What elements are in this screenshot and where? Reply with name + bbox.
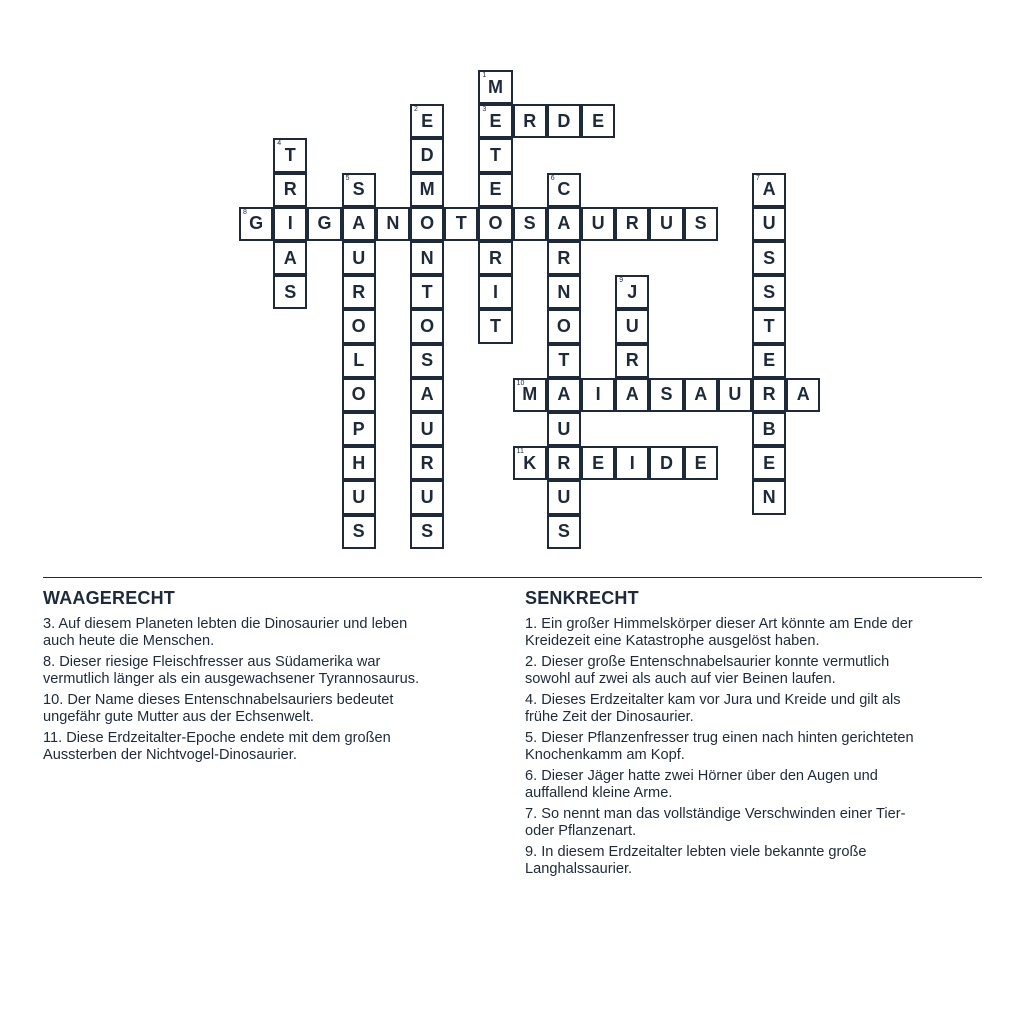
grid-cell-r9-c5[interactable]	[410, 378, 444, 412]
cell-letter: T	[489, 144, 501, 165]
grid-cell-r9-c13[interactable]	[684, 378, 718, 412]
cell-letter: U	[557, 418, 571, 439]
grid-cell-r9-c10[interactable]	[581, 378, 615, 412]
clue-number: 4	[277, 140, 282, 148]
cell-letter: A	[352, 213, 366, 234]
cell-letter: M	[487, 76, 503, 97]
cell-letter: E	[763, 452, 776, 473]
grid-cell-r4-c5[interactable]	[410, 207, 444, 241]
cell-letter: U	[352, 247, 366, 268]
across-heading: WAAGERECHT	[43, 588, 175, 608]
grid-cell-r12-c5[interactable]	[410, 480, 444, 514]
cell-letter: U	[659, 213, 673, 234]
grid-cell-r6-c3[interactable]	[342, 275, 376, 309]
cell-letter: U	[762, 213, 776, 234]
grid-cell-r8-c15[interactable]	[752, 344, 786, 378]
cell-letter: O	[351, 315, 366, 336]
grid-cell-r4-c2[interactable]	[307, 207, 341, 241]
cell-letter: K	[523, 452, 537, 473]
grid-cell-r3-c1[interactable]	[273, 173, 307, 207]
grid-cell-r3-c9[interactable]	[547, 173, 581, 207]
cell-letter: C	[557, 179, 571, 200]
cell-letter: S	[694, 213, 707, 234]
cell-letter: S	[660, 384, 673, 405]
grid-cell-r3-c5[interactable]	[410, 173, 444, 207]
cell-letter: S	[421, 350, 434, 371]
cell-letter: S	[557, 521, 570, 542]
cell-letter: R	[557, 247, 571, 268]
cell-letter: R	[557, 452, 571, 473]
cell-letter: S	[763, 247, 776, 268]
grid-cell-r7-c7[interactable]	[478, 309, 512, 343]
cell-letter: O	[420, 213, 435, 234]
clue-number: 11	[516, 448, 524, 456]
grid-cell-r6-c7[interactable]	[478, 275, 512, 309]
cell-letter: S	[284, 281, 297, 302]
cell-letter: U	[420, 418, 434, 439]
grid-cell-r3-c3[interactable]	[342, 173, 376, 207]
grid-cell-r11-c13[interactable]	[684, 446, 718, 480]
grid-cell-r1-c7[interactable]	[478, 104, 512, 138]
grid-cell-r5-c3[interactable]	[342, 241, 376, 275]
clue-number: 6	[550, 174, 555, 182]
grid-cell-r4-c0[interactable]	[239, 207, 273, 241]
grid-cell-r5-c15[interactable]	[752, 241, 786, 275]
cell-letter: U	[557, 486, 571, 507]
grid-cell-r6-c15[interactable]	[752, 275, 786, 309]
grid-cell-r4-c9[interactable]	[547, 207, 581, 241]
clue-number: 1	[482, 72, 487, 79]
cell-letter: E	[592, 452, 605, 473]
grid-cell-r13-c3[interactable]	[342, 515, 376, 549]
cell-letter: A	[762, 179, 776, 200]
clue-number: 9	[619, 277, 624, 285]
cell-letter: N	[420, 247, 434, 268]
down-clue-1: 1. Ein großer Himmelskörper dieser Art könnte am Ende der Kreidezeit eine Katastrophe ausgelöst haben.	[525, 616, 913, 649]
across-clue-8: 8. Dieser riesige Fleischfresser aus Südamerika war vermutlich länger als ein ausgewachsener Tyrannosaurus.	[43, 654, 420, 687]
cell-letter: U	[591, 213, 605, 234]
cell-letter: E	[489, 110, 502, 131]
cell-letter: T	[558, 350, 570, 371]
grid-cell-r7-c3[interactable]	[342, 309, 376, 343]
grid-cell-r4-c3[interactable]	[342, 207, 376, 241]
grid-cell-r11-c11[interactable]	[615, 446, 649, 480]
cell-letter: S	[352, 179, 365, 200]
down-clue-5: 5. Dieser Pflanzenfresser trug einen nach hinten gerichteten Knochenkamm am Kopf.	[525, 730, 914, 763]
clue-number: 3	[482, 106, 487, 114]
across-clue-10: 10. Der Name dieses Entenschnabelsauriers bedeutet ungefähr gute Mutter aus der Echsenwelt.	[43, 692, 394, 725]
grid-cell-r11-c8[interactable]	[513, 446, 547, 480]
grid-cell-r2-c1[interactable]	[273, 138, 307, 172]
cell-letter: S	[421, 521, 434, 542]
cell-letter: A	[796, 384, 810, 405]
down-heading: SENKRECHT	[525, 588, 639, 608]
cell-letter: L	[353, 350, 365, 371]
cell-letter: T	[284, 144, 296, 165]
cell-letter: S	[763, 281, 776, 302]
grid-cell-r4-c8[interactable]	[513, 207, 547, 241]
cell-letter: I	[595, 384, 601, 405]
grid-cell-r8-c3[interactable]	[342, 344, 376, 378]
cell-letter: U	[728, 384, 742, 405]
grid-cell-r10-c15[interactable]	[752, 412, 786, 446]
cell-letter: P	[352, 418, 365, 439]
clue-number: 2	[414, 106, 418, 114]
cell-letter: R	[625, 213, 639, 234]
grid-cell-r4-c12[interactable]	[649, 207, 683, 241]
down-clues-section	[525, 588, 985, 882]
cell-letter: E	[421, 110, 434, 131]
grid-cell-r8-c11[interactable]	[615, 344, 649, 378]
down-clue-4: 4. Dieses Erdzeitalter kam vor Jura und Kreide und gilt als frühe Zeit der Dinosaurier.	[525, 692, 901, 725]
grid-cell-r10-c5[interactable]	[410, 412, 444, 446]
cell-letter: N	[386, 213, 400, 234]
grid-cell-r12-c15[interactable]	[752, 480, 786, 514]
cell-letter: T	[489, 315, 501, 336]
grid-cell-r11-c10[interactable]	[581, 446, 615, 480]
clue-number: 8	[243, 208, 247, 216]
grid-cell-r11-c12[interactable]	[649, 446, 683, 480]
grid-cell-r7-c15[interactable]	[752, 309, 786, 343]
grid-cell-r3-c15[interactable]	[752, 173, 786, 207]
cell-letter: E	[763, 350, 776, 371]
grid-cell-r12-c9[interactable]	[547, 480, 581, 514]
cell-letter: M	[419, 179, 435, 200]
grid-cell-r5-c1[interactable]	[273, 241, 307, 275]
grid-cell-r9-c8[interactable]	[513, 378, 547, 412]
grid-cell-r7-c5[interactable]	[410, 309, 444, 343]
grid-cell-r4-c11[interactable]	[615, 207, 649, 241]
cell-letter: I	[492, 281, 498, 302]
grid-cell-r5-c7[interactable]	[478, 241, 512, 275]
cell-letter: O	[556, 315, 571, 336]
grid-cell-r4-c7[interactable]	[478, 207, 512, 241]
grid-cell-r10-c3[interactable]	[342, 412, 376, 446]
cell-letter: U	[625, 315, 639, 336]
grid-cell-r11-c15[interactable]	[752, 446, 786, 480]
cell-letter: H	[352, 452, 366, 473]
grid-cell-r9-c14[interactable]	[718, 378, 752, 412]
grid-cell-r4-c10[interactable]	[581, 207, 615, 241]
grid-cell-r8-c5[interactable]	[410, 344, 444, 378]
grid-cell-r6-c9[interactable]	[547, 275, 581, 309]
across-clues-section	[43, 588, 503, 768]
cell-letter: R	[762, 384, 776, 405]
cell-letter: R	[420, 452, 434, 473]
cell-letter: A	[283, 247, 297, 268]
cell-letter: E	[694, 452, 707, 473]
section-divider	[43, 577, 982, 578]
grid-cell-r4-c15[interactable]	[752, 207, 786, 241]
cell-letter: T	[455, 213, 467, 234]
grid-cell-r7-c11[interactable]	[615, 309, 649, 343]
grid-cell-r6-c11[interactable]	[615, 275, 649, 309]
grid-cell-r5-c5[interactable]	[410, 241, 444, 275]
grid-cell-r11-c5[interactable]	[410, 446, 444, 480]
down-clue-6: 6. Dieser Jäger hatte zwei Hörner über den Augen und auffallend kleine Arme.	[525, 768, 878, 801]
cell-letter: A	[625, 384, 639, 405]
grid-cell-r1-c10[interactable]	[581, 104, 615, 138]
cell-letter: E	[489, 179, 502, 200]
grid-cell-r4-c4[interactable]	[376, 207, 410, 241]
grid-cell-r9-c16[interactable]	[786, 378, 820, 412]
across-clue-11: 11. Diese Erdzeitalter-Epoche endete mit dem großen Aussterben der Nichtvogel-Dinosaurier.	[43, 730, 391, 763]
grid-cell-r6-c5[interactable]	[410, 275, 444, 309]
grid-cell-r4-c13[interactable]	[684, 207, 718, 241]
grid-cell-r4-c1[interactable]	[273, 207, 307, 241]
grid-cell-r3-c7[interactable]	[478, 173, 512, 207]
grid-cell-r7-c9[interactable]	[547, 309, 581, 343]
cell-letter: A	[694, 384, 708, 405]
down-clue-7: 7. So nennt man das vollständige Verschwinden einer Tier- oder Pflanzenart.	[525, 806, 906, 839]
cell-letter: R	[625, 350, 639, 371]
grid-cell-r13-c5[interactable]	[410, 515, 444, 549]
clue-number: 10	[516, 379, 525, 387]
cell-letter: M	[522, 384, 538, 405]
down-clue-2: 2. Dieser große Entenschnabelsaurier konnte vermutlich sowohl auf zwei als auch auf vier Beinen laufen.	[525, 654, 890, 687]
grid-cell-r9-c3[interactable]	[342, 378, 376, 412]
cell-letter: A	[557, 384, 571, 405]
cell-letter: R	[283, 179, 297, 200]
grid-cell-r9-c12[interactable]	[649, 378, 683, 412]
cell-letter: D	[659, 452, 673, 473]
cell-letter: D	[557, 110, 571, 131]
cell-letter: U	[352, 486, 366, 507]
grid-cell-r8-c9[interactable]	[547, 344, 581, 378]
grid-cell-r2-c5[interactable]	[410, 138, 444, 172]
grid-cell-r10-c9[interactable]	[547, 412, 581, 446]
clue-number: 7	[756, 174, 760, 182]
cell-letter: J	[627, 281, 638, 302]
cell-letter: B	[762, 418, 776, 439]
grid-cell-r12-c3[interactable]	[342, 480, 376, 514]
cell-letter: U	[420, 486, 434, 507]
grid-cell-r0-c7[interactable]	[478, 70, 512, 104]
cell-letter: A	[557, 213, 571, 234]
grid-cell-r9-c11[interactable]	[615, 378, 649, 412]
cell-letter: G	[317, 213, 332, 234]
cell-letter: S	[523, 213, 536, 234]
grid-cell-r1-c5[interactable]	[410, 104, 444, 138]
grid-cell-r6-c1[interactable]	[273, 275, 307, 309]
across-clue-3: 3. Auf diesem Planeten lebten die Dinosaurier und leben auch heute die Menschen.	[43, 616, 408, 649]
cell-letter: R	[488, 247, 502, 268]
grid-cell-r11-c3[interactable]	[342, 446, 376, 480]
cell-letter: O	[488, 213, 503, 234]
grid-cell-r1-c9[interactable]	[547, 104, 581, 138]
grid-cell-r9-c9[interactable]	[547, 378, 581, 412]
cell-letter: T	[421, 281, 433, 302]
cell-letter: N	[557, 281, 571, 302]
grid-cell-r11-c9[interactable]	[547, 446, 581, 480]
cell-letter: E	[592, 110, 605, 131]
cell-letter: R	[523, 110, 537, 131]
cell-letter: R	[352, 281, 366, 302]
cell-letter: N	[762, 486, 776, 507]
cell-letter: S	[352, 521, 365, 542]
grid-cell-r5-c9[interactable]	[547, 241, 581, 275]
grid-cell-r13-c9[interactable]	[547, 515, 581, 549]
cell-letter: O	[420, 315, 435, 336]
cell-letter: A	[420, 384, 434, 405]
down-clue-9: 9. In diesem Erdzeitalter lebten viele bekannte große Langhalssaurier.	[525, 844, 867, 877]
grid-cell-r4-c6[interactable]	[444, 207, 478, 241]
cell-letter: G	[249, 213, 264, 234]
cell-letter: I	[629, 452, 635, 473]
clue-number: 5	[345, 174, 350, 182]
grid-cell-r9-c15[interactable]	[752, 378, 786, 412]
grid-cell-r2-c7[interactable]	[478, 138, 512, 172]
cell-letter: I	[287, 213, 293, 234]
cell-letter: D	[420, 144, 434, 165]
grid-cell-r1-c8[interactable]	[513, 104, 547, 138]
cell-letter: O	[351, 384, 366, 405]
cell-letter: T	[763, 315, 775, 336]
